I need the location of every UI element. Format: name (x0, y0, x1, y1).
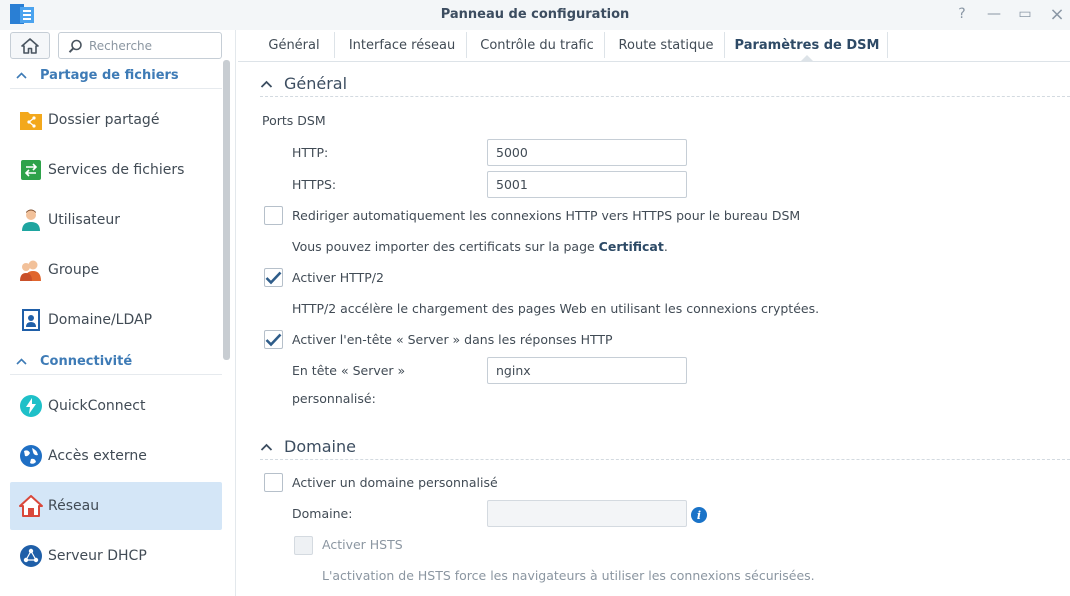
tab-traffic-control[interactable] (471, 30, 603, 61)
help-button[interactable] (951, 4, 973, 24)
settings-content (238, 62, 1070, 596)
custom-domain-label: Activer un domaine personnalisé (292, 475, 498, 490)
tab-label: Contrôle du trafic (480, 38, 594, 53)
tab-network-interface[interactable] (339, 30, 465, 61)
sidebar-item-group[interactable] (10, 246, 222, 294)
tab-label: Route statique (618, 38, 714, 53)
minimize-icon: — (987, 6, 1001, 22)
server-header-checkbox[interactable] (264, 330, 283, 349)
sidebar-item-external-access[interactable] (10, 432, 222, 480)
dhcp-server-icon (18, 543, 44, 569)
sidebar-item-shared-folder[interactable] (10, 96, 222, 144)
sidebar-item-domain-ldap[interactable] (10, 296, 222, 344)
custom-server-input[interactable] (487, 357, 687, 384)
server-header-label: Activer l'en-tête « Server » dans les réponses HTTP (292, 332, 613, 347)
maximize-button[interactable] (1014, 4, 1036, 24)
user-icon (18, 207, 44, 233)
hsts-checkbox[interactable] (294, 536, 313, 555)
sidebar-scrollbar[interactable] (223, 60, 230, 360)
chevron-up-icon (10, 358, 30, 365)
tab-label: Paramètres de DSM (734, 38, 880, 53)
hsts-label: Activer HSTS (322, 537, 403, 552)
http-port-input[interactable] (487, 139, 687, 166)
file-services-icon (18, 157, 44, 183)
home-button[interactable] (10, 32, 50, 59)
tab-divider (724, 32, 725, 58)
tab-general[interactable] (256, 30, 332, 61)
redirect-https-checkbox[interactable] (264, 206, 283, 225)
home-icon (21, 38, 39, 54)
sidebar-item-label: QuickConnect (48, 398, 146, 414)
certificate-note (292, 239, 668, 254)
shared-folder-icon (18, 107, 44, 133)
sidebar-item-file-services[interactable] (10, 146, 222, 194)
section-label: Connectivité (40, 354, 133, 369)
sidebar-item-dhcp-server[interactable] (10, 532, 222, 580)
tab-divider (466, 32, 467, 58)
title-bar (0, 0, 1070, 30)
certificate-note-end: . (663, 239, 668, 254)
section-file-sharing[interactable] (10, 63, 222, 89)
sidebar-item-label: Serveur DHCP (48, 548, 147, 564)
section-connectivity[interactable] (10, 349, 222, 375)
close-button[interactable] (1046, 4, 1068, 24)
section-label: Partage de fichiers (40, 68, 179, 83)
help-icon: ? (958, 6, 966, 22)
domain-section-header[interactable] (260, 434, 1070, 460)
http2-checkbox[interactable] (264, 268, 283, 287)
search-input[interactable] (89, 37, 217, 55)
custom-domain-checkbox[interactable] (264, 473, 283, 492)
search-box[interactable] (58, 32, 222, 59)
sidebar-item-quickconnect[interactable] (10, 382, 222, 430)
network-icon (18, 493, 44, 519)
maximize-icon: ▭ (1018, 6, 1032, 22)
domain-section-title: Domaine (284, 437, 356, 456)
https-port-label: HTTPS: (292, 177, 337, 192)
sidebar-item-label: Dossier partagé (48, 112, 160, 128)
sidebar-item-label: Domaine/LDAP (48, 312, 153, 328)
info-icon[interactable]: i (691, 507, 707, 523)
domain-ldap-icon (18, 307, 44, 333)
group-icon (18, 257, 44, 283)
sidebar-item-label: Accès externe (48, 448, 147, 464)
http2-note: HTTP/2 accélère le chargement des pages Web en utilisant les connexions cryptées. (292, 301, 820, 316)
hsts-note: L'activation de HSTS force les navigateurs à utiliser les connexions sécurisées. (322, 568, 815, 583)
minimize-button[interactable] (983, 4, 1005, 24)
sidebar-item-user[interactable] (10, 196, 222, 244)
certificate-link[interactable]: Certificat (598, 239, 664, 254)
general-section-title: Général (284, 74, 348, 93)
sidebar-item-label: Groupe (48, 262, 100, 278)
tab-divider (604, 32, 605, 58)
sidebar-item-label: Utilisateur (48, 212, 121, 228)
custom-server-label: En tête « Server » (292, 363, 406, 378)
chevron-up-icon (260, 80, 284, 88)
sidebar-item-network[interactable] (10, 482, 222, 530)
tab-divider (334, 32, 335, 58)
tab-bar (238, 30, 1070, 62)
close-icon: × (1049, 3, 1065, 25)
search-icon (68, 39, 83, 54)
active-tab-indicator (801, 55, 813, 61)
window-title: Panneau de configuration (440, 7, 630, 22)
domain-label: Domaine: (292, 506, 353, 521)
external-access-icon (18, 443, 44, 469)
redirect-https-label: Rediriger automatiquement les connexions HTTP vers HTTPS pour le bureau DSM (292, 208, 801, 223)
https-port-input[interactable] (487, 171, 687, 198)
chevron-up-icon (10, 72, 30, 79)
tab-label: Interface réseau (348, 38, 456, 53)
chevron-up-icon (260, 443, 284, 451)
http-port-label: HTTP: (292, 145, 329, 160)
checkmark-icon (265, 333, 282, 347)
custom-server-label-line2: personnalisé: (292, 391, 376, 406)
sidebar-item-label: Services de fichiers (48, 162, 185, 178)
http2-label: Activer HTTP/2 (292, 270, 384, 285)
tab-divider (887, 32, 888, 58)
dsm-ports-label: Ports DSM (262, 113, 326, 128)
quickconnect-icon (18, 393, 44, 419)
sidebar-item-label: Réseau (48, 498, 100, 514)
general-section-header[interactable] (260, 71, 1070, 97)
tab-label: Général (268, 38, 320, 53)
certificate-note-text: Vous pouvez importer des certificats sur la page (292, 239, 599, 254)
checkmark-icon (265, 271, 282, 285)
sidebar (0, 30, 236, 596)
tab-static-route[interactable] (609, 30, 723, 61)
domain-input[interactable] (487, 500, 687, 527)
